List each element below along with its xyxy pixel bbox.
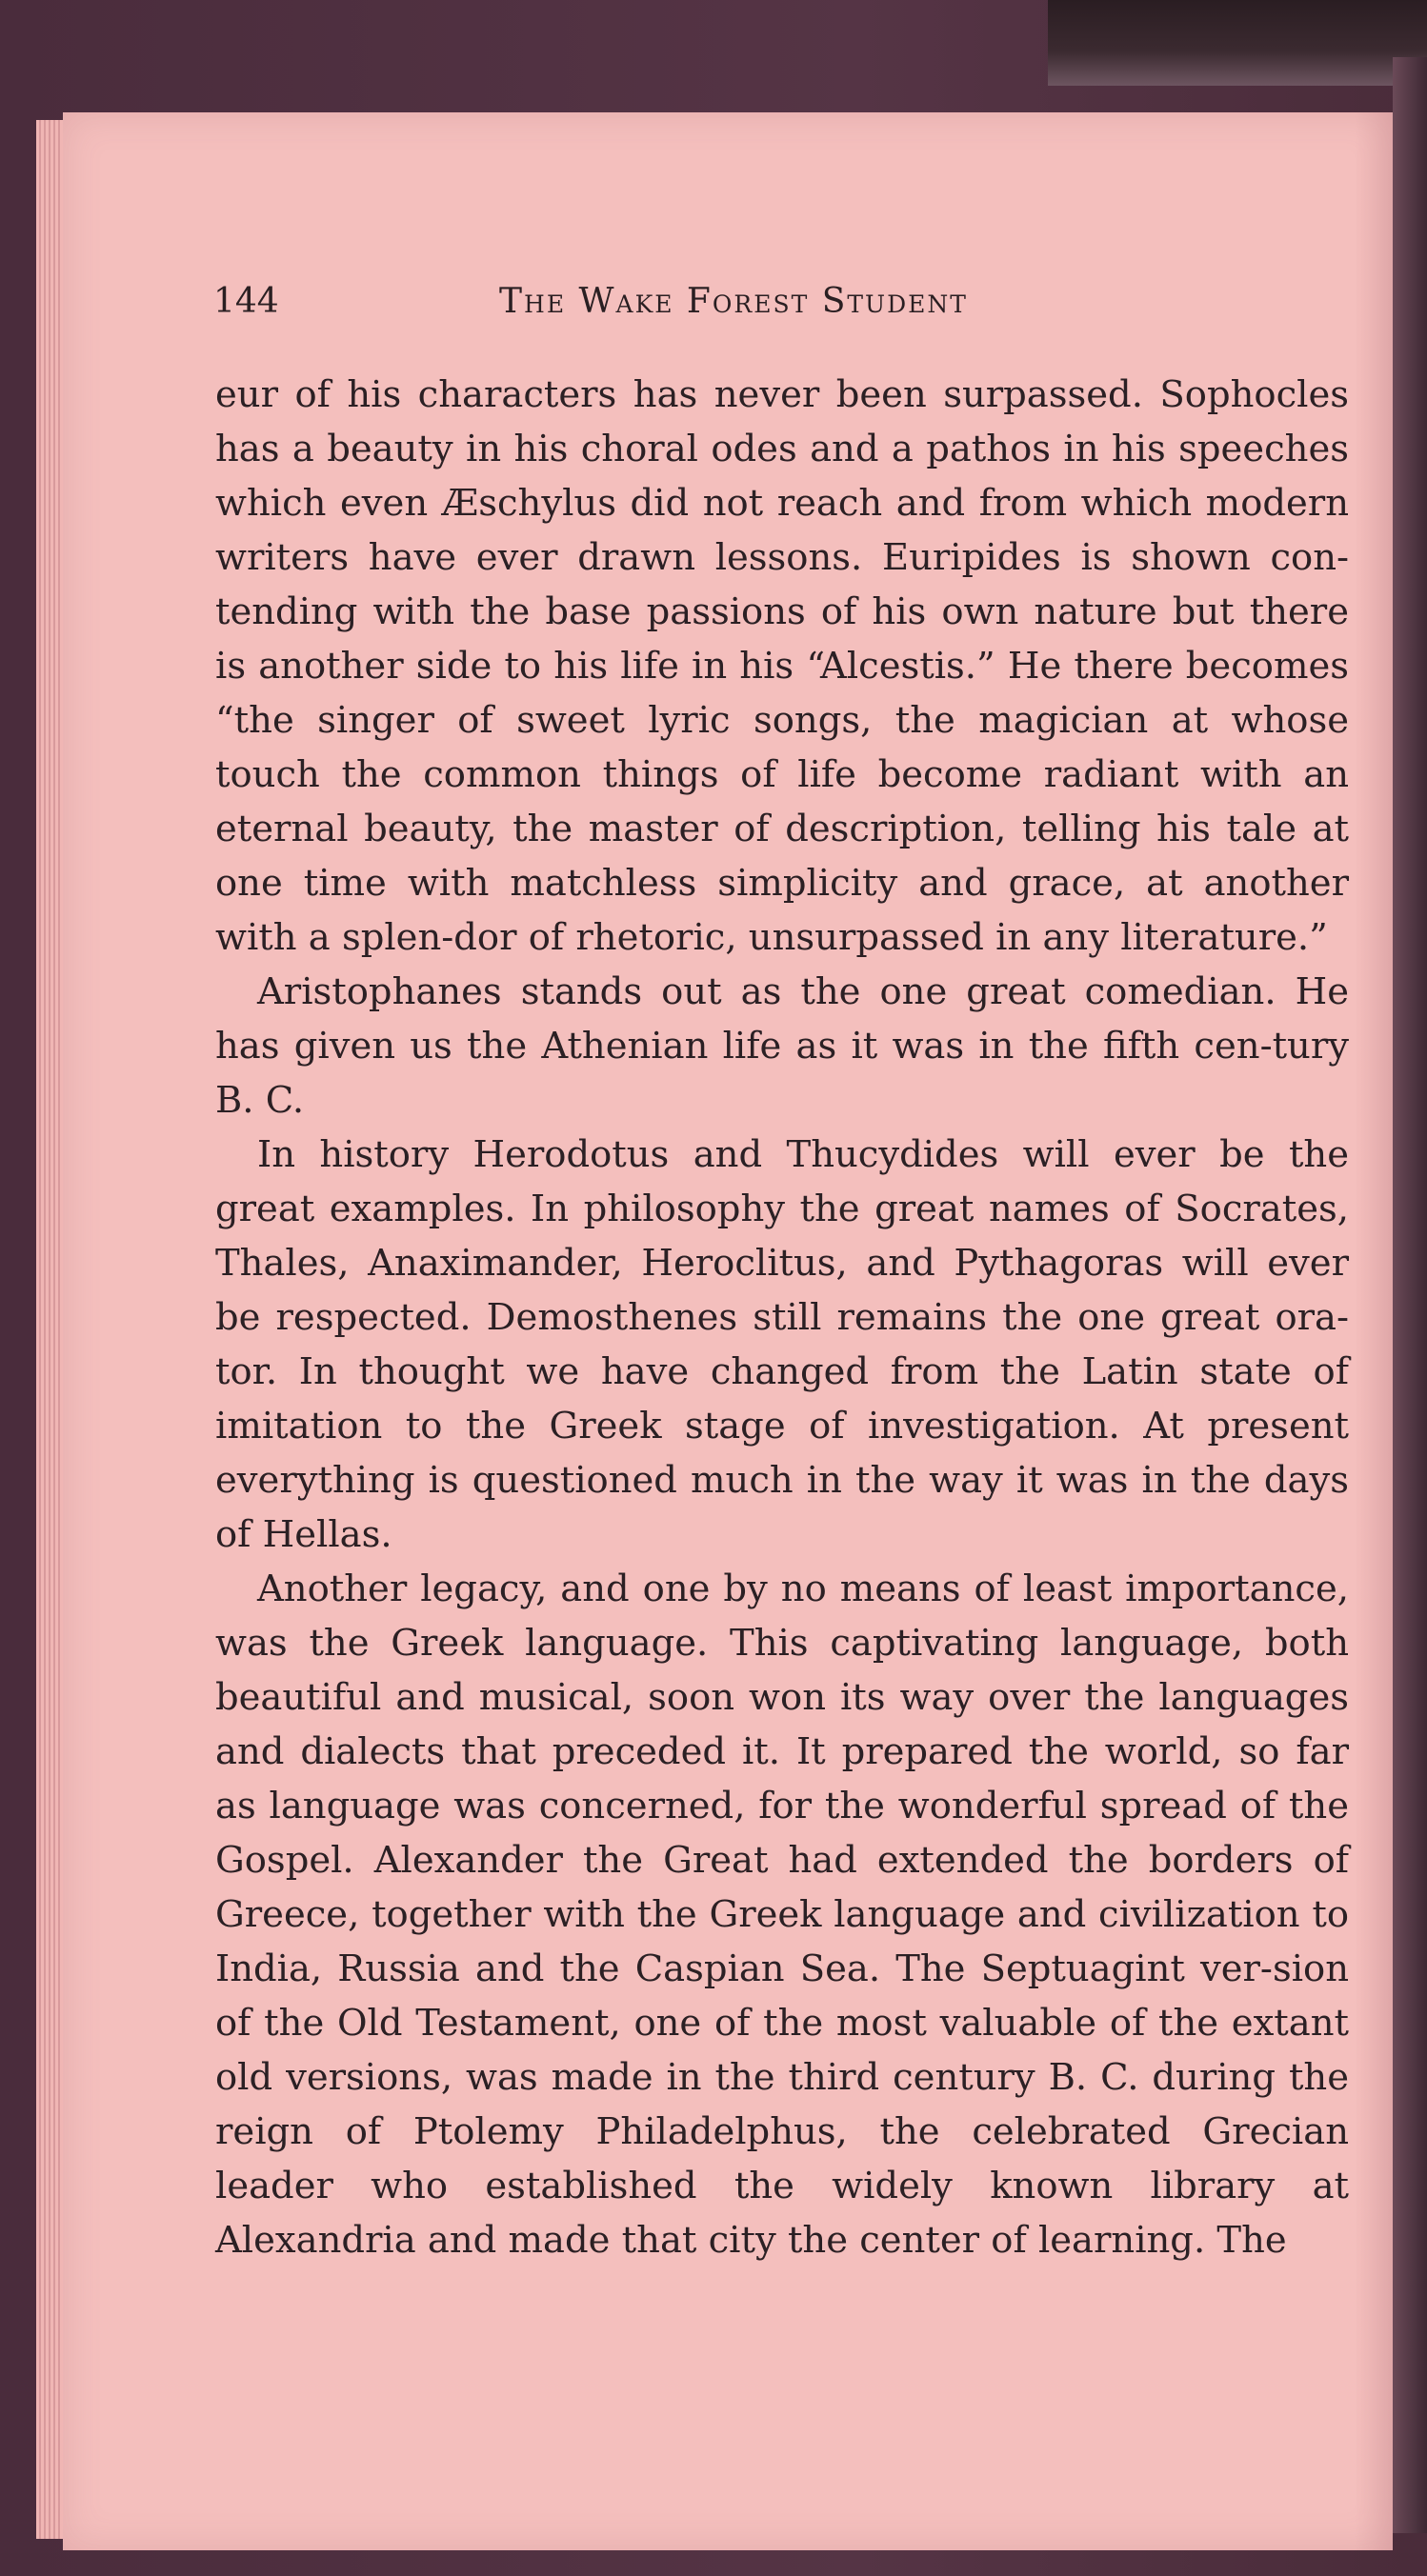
body-text <box>215 368 1349 2267</box>
running-title: The Wake Forest Student <box>499 282 968 321</box>
paragraph: Another legacy, and one by no means of least importance, was the Greek language. This captivating language, both beautiful and musical, soon won its way over the languages and dialects that preceded it. It prepared the world, so far as language was concerned, for the wonderful spread of the Gospel. Alexander the Great had extended the borders of Greece, together with the Greek language and civilization to India, Russia and the Caspian Sea. The Septuagint ver-sion of the Old Testament, one of the most valuable of the extant old versions, was made in the third century B. C. during the reign of Ptolemy Philadelphus, the celebrated Grecian leader who established the widely known library at Alexandria and made that city the center of learning. The <box>215 1568 1349 2262</box>
book-cover-edge <box>1393 57 1427 2533</box>
paragraph: eur of his characters has never been surpassed. Sophocles has a beauty in his choral odes and a pathos in his speeches which even Æschylus did not reach and from which modern writers have ever drawn lessons. Euripides is shown con-tending with the base passions of his own nature but there is another side to his life in his “Alcestis.” He there becomes “the singer of sweet lyric songs, the magician at whose touch the common things of life become radiant with an eternal beauty, the master of description, telling his tale at one time with matchless simplicity and grace, at another with a splen-dor of rhetoric, unsurpassed in any literature.” <box>215 373 1349 959</box>
page-number: 144 <box>213 282 279 321</box>
page-header <box>213 282 1071 329</box>
book-spine <box>1048 0 1427 86</box>
paragraph: Aristophanes stands out as the one great comedian. He has given us the Athenian life as it was in the fifth cen-tury B. C. <box>215 970 1349 1122</box>
paragraph: In history Herodotus and Thucydides will ever be the great examples. In philosophy the great names of Socrates, Thales, Anaximander, Heroclitus, and Pythagoras will ever be respected. Demosthenes still remains the one great ora-tor. In thought we have changed from the Latin state of imitation to the Greek stage of investigation. At present everything is questioned much in the way it was in the days of Hellas. <box>215 1133 1349 1556</box>
page-curl-shadow <box>1355 112 1393 2550</box>
